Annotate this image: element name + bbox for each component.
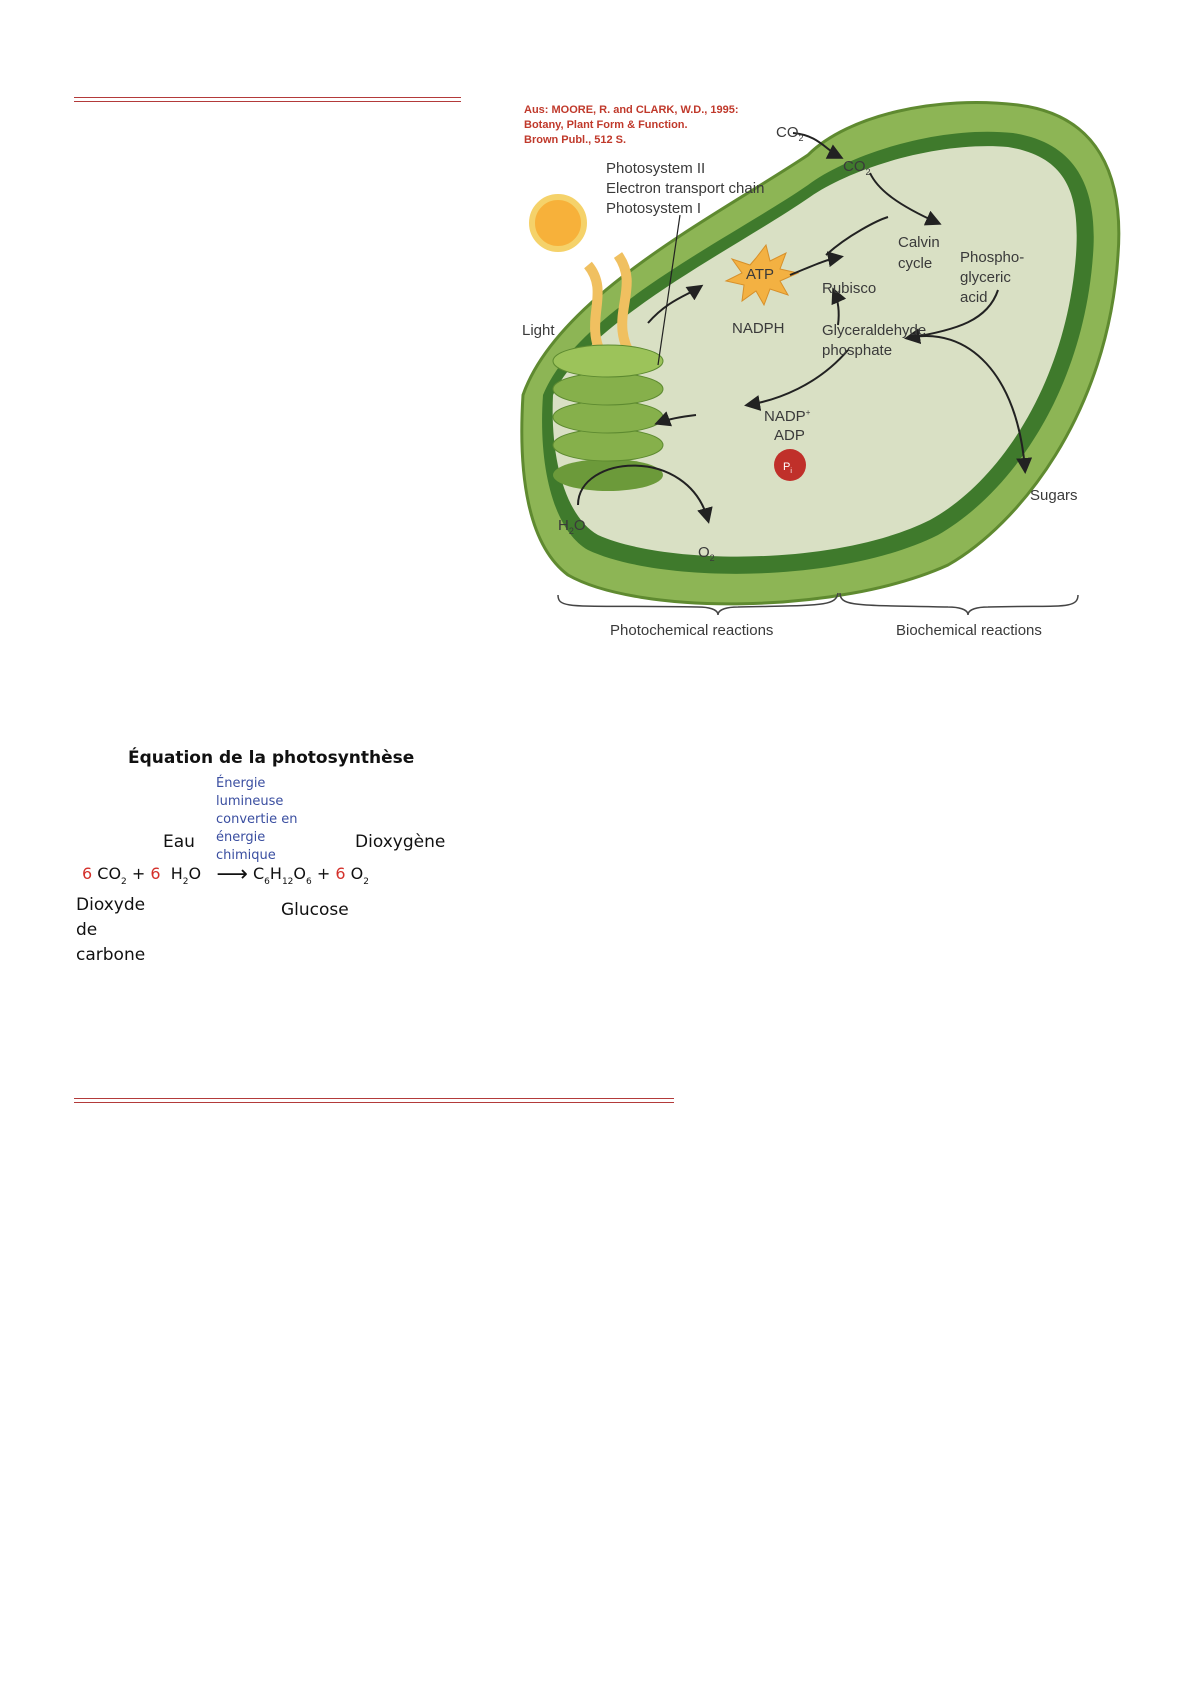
atp-label: ATP xyxy=(746,266,775,283)
co2-outside-label: CO xyxy=(776,124,799,141)
energy-note: Énergie lumineuse convertie en énergie chimique xyxy=(216,776,298,863)
co2-label-line-1: Dioxyde xyxy=(76,895,146,915)
h2o-label: H xyxy=(558,517,569,534)
chloroplast-diagram xyxy=(518,95,1124,655)
phospho-label: Phospho- xyxy=(960,249,1025,266)
plus-sign-2: + xyxy=(316,864,331,883)
sugars-label: Sugars xyxy=(1030,487,1078,504)
co2-label-line-2: de xyxy=(76,920,98,940)
coef-co2: 6 xyxy=(82,864,93,883)
cycle-label: cycle xyxy=(898,255,933,272)
chloroplast-illustration xyxy=(518,95,1124,655)
glucose-c: C xyxy=(253,864,265,883)
svg-text:O2: $O_2$ xyxy=(698,544,715,563)
o2-subscript: 2 xyxy=(363,877,369,887)
glyceric-label: glyceric xyxy=(960,269,1011,286)
glyceraldehyde-label: Glyceraldehyde xyxy=(822,322,927,339)
svg-text:H2O: $H_2O$ xyxy=(558,517,586,536)
glucose-label: Glucose xyxy=(281,900,349,920)
photosystem-i-label: Photosystem I xyxy=(606,200,702,217)
o2-formula: O xyxy=(350,864,364,883)
equation-line xyxy=(82,860,369,885)
co2-label-line-3: carbone xyxy=(76,945,146,965)
citation-line-1: Aus: MOORE, R. and CLARK, W.D., 1995: xyxy=(524,104,739,116)
photosynthesis-equation xyxy=(70,740,490,980)
pi-label: P xyxy=(783,461,791,473)
bottom-divider xyxy=(74,1098,674,1103)
nadph-label: NADPH xyxy=(732,320,785,337)
svg-text:NADP+: NADP+ xyxy=(764,408,811,425)
reaction-arrow: ⟶ xyxy=(216,862,248,887)
citation-line-3: Brown Publ., 512 S. xyxy=(524,134,627,146)
light-label: Light xyxy=(522,322,555,339)
svg-text:CO2: $CO_2$ xyxy=(776,124,804,143)
h2o-h: H xyxy=(170,864,183,883)
equation-title: Équation de la photosynthèse xyxy=(128,748,415,768)
co2-formula: CO xyxy=(97,864,122,883)
co2-inside-label: CO xyxy=(843,158,866,175)
top-divider xyxy=(74,97,461,102)
acid-label: acid xyxy=(960,289,988,306)
calvin-label: Calvin xyxy=(898,234,940,251)
sun-icon xyxy=(532,197,584,249)
co2-subscript: 2 xyxy=(121,877,127,887)
electron-transport-label: Electron transport chain xyxy=(606,180,765,197)
h2o-subscript: 2 xyxy=(182,877,189,887)
coef-o2: 6 xyxy=(335,864,346,883)
o2-label: O xyxy=(698,544,710,561)
photosystem-ii-label: Photosystem II xyxy=(606,160,706,177)
nadp-label: NADP xyxy=(764,408,806,425)
glucose-o: O xyxy=(293,864,306,883)
oxygen-label: Dioxygène xyxy=(355,832,446,852)
coef-h2o: 6 xyxy=(150,864,161,883)
svg-text:CO2: $CO_2$ xyxy=(843,158,871,177)
glucose-h-subscript: 12 xyxy=(281,877,294,887)
glucose-h: H xyxy=(269,864,282,883)
glucose-c-subscript: 6 xyxy=(264,877,270,887)
svg-text:Pi: $P_i$ xyxy=(783,461,792,475)
rubisco-label: Rubisco xyxy=(822,280,877,297)
water-label: Eau xyxy=(163,832,195,852)
plus-sign: + xyxy=(131,864,146,883)
adp-label: ADP xyxy=(774,427,805,444)
h2o-o: O xyxy=(188,864,202,883)
glucose-o-subscript: 6 xyxy=(305,877,312,887)
citation-line-2: Botany, Plant Form & Function. xyxy=(524,119,688,131)
phosphate-label: phosphate xyxy=(822,342,893,359)
photochemical-label: Photochemical reactions xyxy=(610,622,774,639)
biochemical-label: Biochemical reactions xyxy=(896,622,1042,639)
